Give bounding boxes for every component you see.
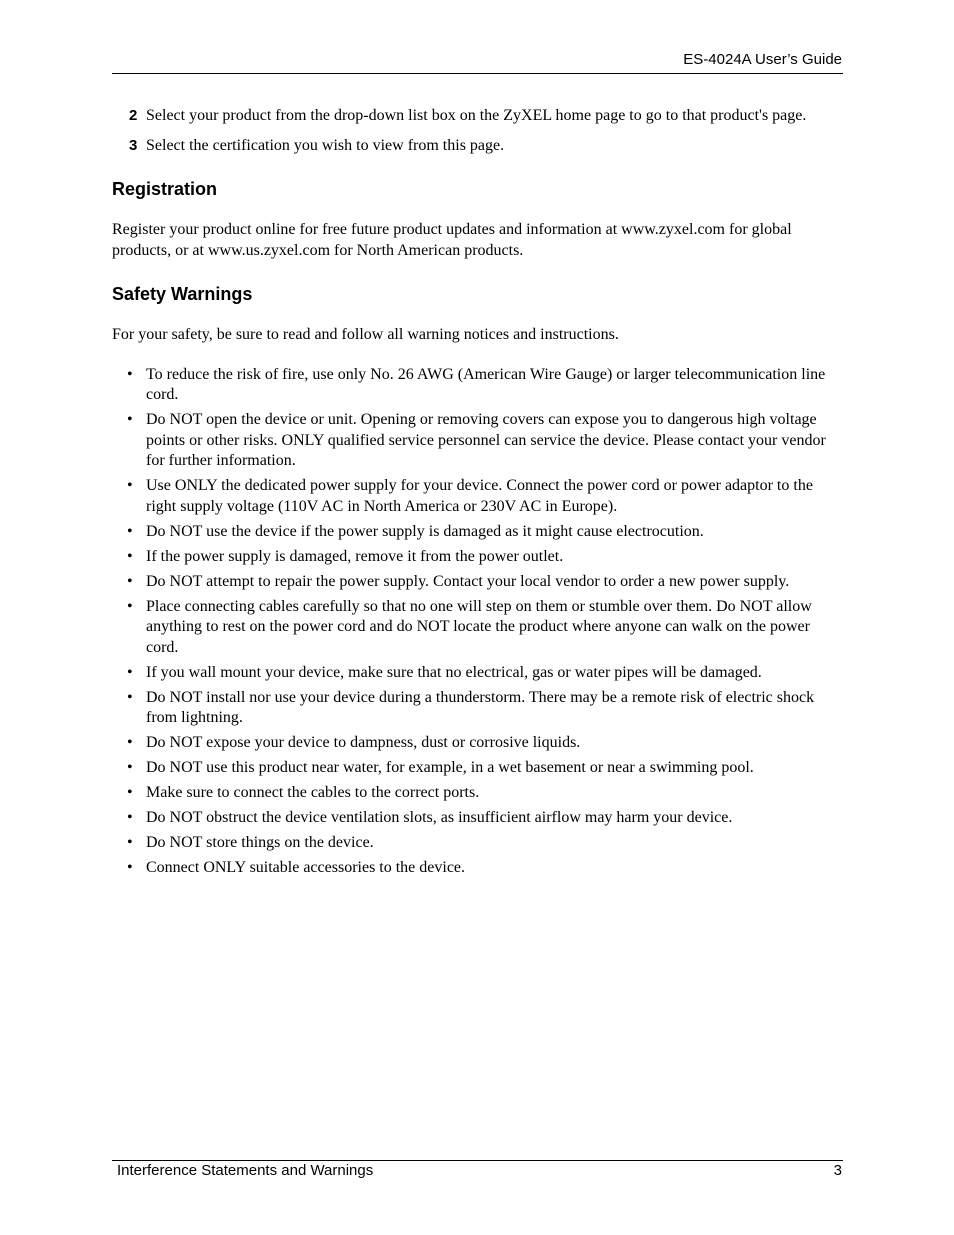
safety-warning-text: Place connecting cables carefully so that no one will step on them or stumble over them. Do NOT allow anything to rest on the power cord and do NOT locate the product where anyone can walk on the power cord. bbox=[146, 597, 812, 656]
bullet-icon: • bbox=[127, 547, 133, 565]
safety-warning-item bbox=[112, 663, 843, 684]
safety-warning-item bbox=[112, 547, 843, 568]
bullet-icon: • bbox=[127, 522, 133, 540]
safety-warning-text: Do NOT install nor use your device during a thunderstorm. There may be a remote risk of electric shock from lightning. bbox=[146, 688, 815, 726]
step-number: 3 bbox=[129, 136, 138, 154]
safety-warning-item bbox=[112, 365, 843, 406]
safety-warning-item bbox=[112, 476, 843, 517]
safety-warning-item bbox=[112, 758, 843, 779]
bullet-icon: • bbox=[127, 809, 133, 826]
safety-warning-text: Do NOT obstruct the device ventilation slots, as insufficient airflow may harm your device. bbox=[146, 809, 733, 826]
step-item bbox=[112, 136, 843, 157]
safety-warning-text: Do NOT open the device or unit. Opening or removing covers can expose you to dangerous high voltage points or other risks. ONLY qualified service personnel can service the device. Please contact your vendor for further information. bbox=[146, 411, 826, 469]
safety-warning-list bbox=[112, 365, 843, 879]
registration-heading: Registration bbox=[112, 179, 218, 199]
safety-warning-text: Use ONLY the dedicated power supply for your device. Connect the power cord or power adaptor to the right supply voltage (110V AC in North America or 230V AC in Europe). bbox=[146, 477, 813, 515]
step-text: Select the certification you wish to view from this page. bbox=[146, 136, 505, 154]
safety-warning-item bbox=[112, 808, 843, 829]
safety-warning-text: Do NOT use the device if the power supply is damaged as it might cause electrocution. bbox=[146, 522, 704, 540]
registration-paragraph: Register your product online for free future product updates and information at www.zyxel.com for global products, or at www.us.zyxel.com for North American products. bbox=[112, 221, 792, 259]
bullet-icon: • bbox=[127, 572, 133, 590]
safety-warning-item bbox=[112, 733, 843, 754]
step-number: 2 bbox=[129, 107, 138, 124]
safety-warning-item bbox=[112, 783, 843, 804]
safety-warning-text: Make sure to connect the cables to the correct ports. bbox=[146, 784, 480, 801]
page-content bbox=[112, 106, 843, 883]
safety-warning-item bbox=[112, 688, 843, 729]
footer-section-title: Interference Statements and Warnings bbox=[117, 1162, 374, 1179]
safety-warning-item bbox=[112, 522, 843, 543]
safety-warning-text: Connect ONLY suitable accessories to the device. bbox=[146, 859, 466, 876]
bullet-icon: • bbox=[127, 597, 133, 615]
safety-warning-text: If the power supply is damaged, remove it from the power outlet. bbox=[146, 547, 564, 565]
safety-intro-paragraph: For your safety, be sure to read and follow all warning notices and instructions. bbox=[112, 326, 619, 343]
safety-warning-text: Do NOT store things on the device. bbox=[146, 834, 374, 851]
bullet-icon: • bbox=[127, 477, 133, 494]
bullet-icon: • bbox=[127, 784, 133, 801]
bullet-icon: • bbox=[127, 759, 133, 776]
safety-warning-text: If you wall mount your device, make sure that no electrical, gas or water pipes will be damaged. bbox=[146, 663, 762, 681]
bullet-icon: • bbox=[127, 859, 133, 876]
bullet-icon: • bbox=[127, 734, 133, 751]
safety-warning-item bbox=[112, 572, 843, 593]
safety-warning-item bbox=[112, 410, 843, 472]
safety-warning-text: Do NOT use this product near water, for example, in a wet basement or near a swimming pool. bbox=[146, 759, 754, 776]
bullet-icon: • bbox=[127, 365, 133, 383]
safety-warnings-heading: Safety Warnings bbox=[112, 284, 253, 304]
bullet-icon: • bbox=[127, 663, 133, 681]
safety-warning-item bbox=[112, 858, 843, 879]
bullet-icon: • bbox=[127, 411, 133, 428]
safety-warning-text: Do NOT expose your device to dampness, dust or corrosive liquids. bbox=[146, 734, 581, 751]
safety-warning-text: Do NOT attempt to repair the power supply. Contact your local vendor to order a new power supply. bbox=[146, 572, 790, 590]
step-item bbox=[112, 106, 843, 127]
footer-divider bbox=[112, 1160, 843, 1161]
safety-warning-item bbox=[112, 833, 843, 854]
step-text: Select your product from the drop-down list box on the ZyXEL home page to go to that product's page. bbox=[146, 107, 807, 124]
safety-warning-text: To reduce the risk of fire, use only No. 26 AWG (American Wire Gauge) or larger telecommunication line cord. bbox=[146, 365, 826, 403]
bullet-icon: • bbox=[127, 834, 133, 851]
safety-warning-item bbox=[112, 597, 843, 659]
header-divider bbox=[112, 73, 843, 74]
bullet-icon: • bbox=[127, 688, 133, 706]
running-header-title: ES-4024A User’s Guide bbox=[683, 51, 842, 68]
page-number: 3 bbox=[833, 1162, 842, 1179]
